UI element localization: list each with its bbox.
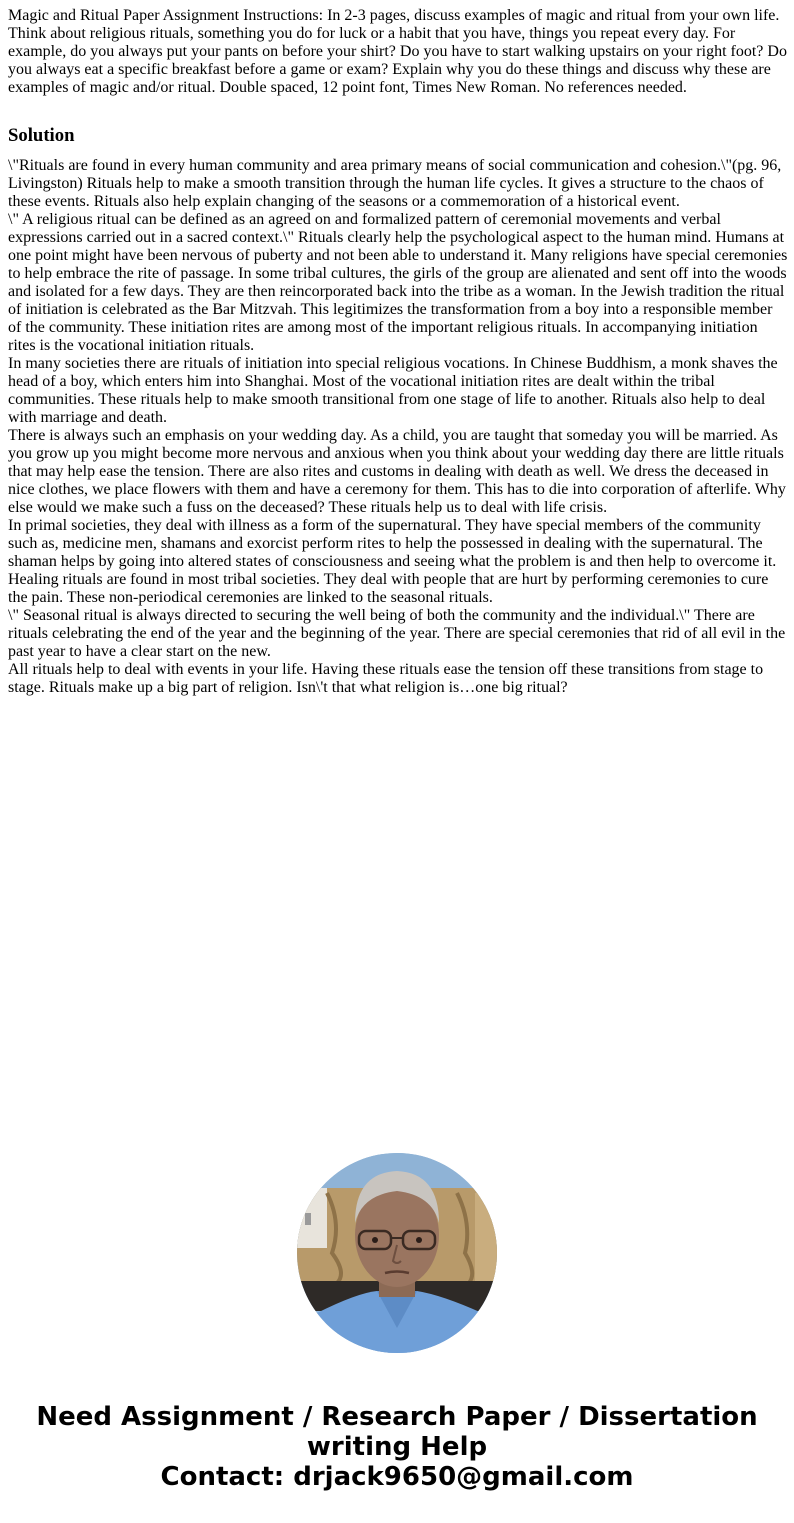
solution-paragraph: There is always such an emphasis on your wedding day. As a child, you are taught that someday you will be married. As you grow up you might become more nervous and anxious when you think about your wedding day there are little rituals that may help ease the tension. There are also rites and customs in dealing with death as well. We dress the deceased in nice clothes, we place flowers with them and have a ceremony for them. This has to die into corporation of afterlife. Why else would we make such a fuss on the deceased? These rituals help us to deal with life crisis. <box>8 427 786 516</box>
promo-headline: Need Assignment / Research Paper / Dissertation writing Help <box>36 1402 758 1462</box>
solution-paragraph: \" A religious ritual can be defined as an agreed on and formalized pattern of ceremonial movements and verbal expressions carried out in a sacred context.\" Rituals clearly help the psychological aspect to the human mind. Humans at one point might have been nervous of puberty and not been able to understand it. Many religions have special ceremonies to help embrace the rite of passage. In some tribal cultures, the girls of the group are alienated and sent off into the woods and isolated for a few days. They are then reincorporated back into the tribe as a woman. In the Jewish tradition the ritual of initiation is celebrated as the Bar Mitzvah. This legitimizes the transformation from a boy into a responsible member of the community. These initiation rites are among most of the important religious rituals. In accompanying initiation rites is the vocational initiation rituals. <box>8 211 788 354</box>
document <box>8 7 788 696</box>
tutor-portrait-icon <box>297 1153 497 1353</box>
assignment-question: Magic and Ritual Paper Assignment Instructions: In 2-3 pages, discuss examples of magic and ritual from your own life. Think about religious rituals, something you do for luck or a habit that you have, things you repeat every day. For example, do you always put your pants on before your shirt? Do you have to start walking upstairs on your right foot? Do you always eat a specific breakfast before a game or exam? Explain why you do these things and discuss why these are examples of magic and/or ritual. Double spaced, 12 point font, Times New Roman. No references needed. <box>8 7 787 96</box>
solution-heading: Solution <box>8 125 75 146</box>
solution-paragraph: \"Rituals are found in every human community and area primary means of social communication and cohesion.\"(pg. 96, Livingston) Rituals help to make a smooth transition through the human life cycles. It gives a structure to the chaos of these events. Rituals also help explain changing of the seasons or a commemoration of a historical event. <box>8 157 782 210</box>
solution-paragraph: In primal societies, they deal with illness as a form of the supernatural. They have special members of the community such as, medicine men, shamans and exorcist perform rites to help the possessed in dealing with the supernatural. The shaman helps by going into altered states of consciousness and seeing what the problem is and then help to overcome it. Healing rituals are found in most tribal societies. They deal with people that are hurt by performing ceremonies to cure the pain. These non-periodical ceremonies are linked to the seasonal rituals. <box>8 517 777 606</box>
solution-paragraph: \" Seasonal ritual is always directed to securing the well being of both the community and the individual.\" There are rituals celebrating the end of the year and the beginning of the year. There are special ceremonies that rid of all evil in the past year to have a clear start on the new. <box>8 607 786 660</box>
solution-paragraph: All rituals help to deal with events in your life. Having these rituals ease the tension off these transitions from stage to stage. Rituals make up a big part of religion. Isn\'t that what religion is…one big ritual? <box>8 661 764 696</box>
solution-paragraph: In many societies there are rituals of initiation into special religious vocations. In Chinese Buddhism, a monk shaves the head of a boy, which enters him into Shanghai. Most of the vocational initiation rites are dealt within the tribal communities. These rituals help to make smooth transitional from one stage of life to another. Rituals also help to deal with marriage and death. <box>8 355 778 426</box>
solution-body <box>8 157 788 697</box>
promo-banner <box>0 1402 794 1492</box>
promo-contact: Contact: drjack9650@gmail.com <box>160 1462 634 1492</box>
avatar <box>297 1153 497 1353</box>
